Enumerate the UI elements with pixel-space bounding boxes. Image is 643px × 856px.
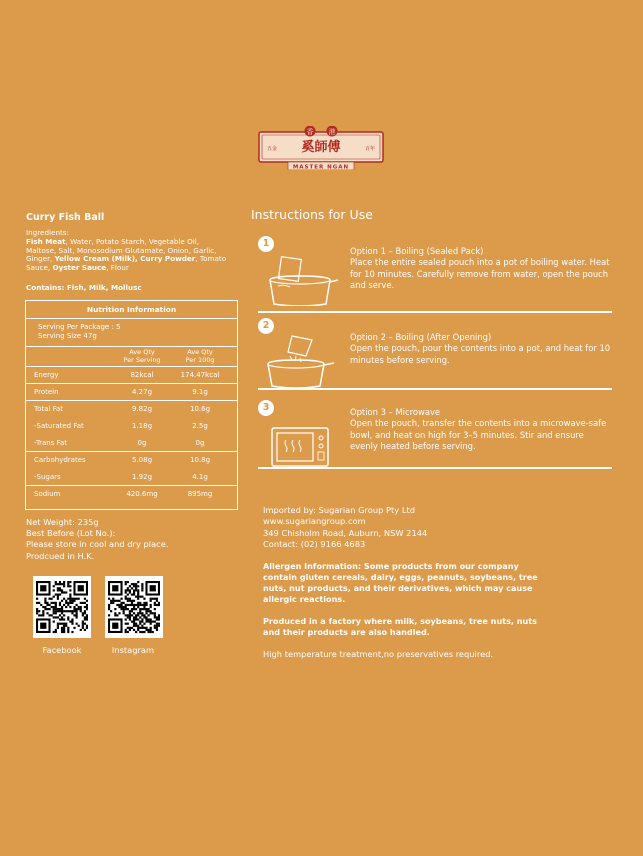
best-before: Best Before (Lot No.): (26, 528, 116, 539)
ingredient-allergen: Oyster Sauce (52, 263, 107, 273)
importer-website: www.sugariangroup.com (263, 516, 366, 527)
step-2-text (350, 332, 612, 366)
per-100g-value: 10.8g (189, 456, 211, 464)
serving-size: Serving Size 47g (38, 332, 97, 340)
instagram-label: Instagram (111, 645, 155, 655)
nutrition-row (26, 384, 237, 401)
nutrition-column-headers (26, 347, 237, 367)
nutrient-label: Energy (34, 371, 59, 379)
step-2-title: Option 2 – Boiling (After Opening) (350, 332, 492, 342)
importer-contact: Contact: (02) 9166 4683 (263, 539, 366, 550)
per-100g-value: 895mg (187, 490, 213, 498)
nutrient-label: -Trans Fat (34, 439, 68, 447)
col-per-100g: Ave Qty Per 100g (185, 348, 215, 364)
logo-right-small: 百年 (364, 146, 376, 152)
col-per-serving: Ave Qty Per Serving (123, 348, 161, 364)
step-1-body: Place the entire sealed pouch into a pot of boiling water. Heat for 10 minutes. Carefully remove from water, open the pouch and serve. (350, 257, 610, 291)
per-serving-value: 1.92g (131, 473, 153, 481)
product-title: Curry Fish Ball (26, 212, 105, 223)
step-3-text (350, 407, 612, 453)
per-serving-value: 4.27g (131, 388, 153, 396)
step-number: 1 (258, 236, 274, 252)
step-number: 2 (258, 318, 274, 334)
step-2 (258, 318, 612, 388)
nutrient-label: -Sugars (34, 473, 61, 481)
nutrition-row (26, 486, 237, 503)
step-divider (258, 311, 612, 313)
storage-note: Please store in cool and dry place. (26, 539, 169, 550)
step-divider (258, 467, 612, 469)
nutrition-row (26, 452, 237, 469)
ingredient-allergen: Fish Meat (26, 236, 66, 246)
allergen-information: Allergen Information: Some products from our company contain gluten cereals, dairy, eggs, peanuts, soybeans, tree nuts, nut products, and their derivatives, which may cause allergic reactions. (263, 561, 538, 604)
nutrition-heading: Nutrition Information (26, 301, 237, 319)
ingredient-text: , Water, Potato Starch, Vegetable Oil, Maltose, Salt, Monosodium Glutamate, Onion, Garlic, Ginger, (26, 236, 217, 264)
per-100g-value: 9.1g (192, 388, 208, 396)
allergen-contains: Contains: Fish, Milk, Mollusc (26, 283, 142, 292)
nutrition-row (26, 469, 237, 486)
per-serving-value: 9.82g (131, 405, 153, 413)
nutrition-row (26, 418, 237, 435)
factory-note: Produced in a factory where milk, soybeans, tree nuts, nuts and their products are also handled. (263, 616, 537, 637)
ingredients-block (26, 229, 231, 273)
ingredient-allergen: Yellow Cream (Milk), Curry Powder (54, 254, 196, 264)
nutrition-row (26, 367, 237, 384)
per-serving-value: 5.08g (131, 456, 153, 464)
step-2-body: Open the pouch, pour the contents into a pot, and heat for 10 minutes before serving. (350, 343, 611, 365)
per-100g-value: 4.1g (192, 473, 208, 481)
ingredient-text: , Tomato Sauce, (26, 254, 227, 273)
nutrient-label: Sodium (34, 490, 61, 498)
step-3-title: Option 3 – Microwave (350, 407, 441, 417)
step-1-title: Option 1 – Boiling (Sealed Pack) (350, 246, 484, 256)
nutrition-row (26, 435, 237, 452)
step-number: 3 (258, 400, 274, 416)
open-pouch-pot-icon (260, 332, 340, 388)
importer-info (263, 505, 427, 551)
nutrient-label: -Saturated Fat (34, 422, 84, 430)
per-100g-value: 2.5g (192, 422, 208, 430)
nutrient-label: Total Fat (34, 405, 63, 413)
nutrition-table (25, 300, 238, 510)
instructions-title: Instructions for Use (251, 207, 373, 222)
per-serving-value: 420.6mg (126, 490, 158, 498)
logo-left-small: 五金 (266, 146, 278, 152)
step-3-body: Open the pouch, transfer the contents into a microwave-safe bowl, and heat on high for 3–5 minutes. Stir and ensure evenly heated before serving. (350, 418, 607, 452)
facebook-qr-code[interactable] (33, 576, 91, 638)
package-info (26, 517, 168, 562)
per-100g-value: 0g (195, 439, 205, 447)
serving-per-package: Serving Per Package : 5 (38, 323, 121, 331)
logo-main-chars: 奚師傅 (301, 140, 341, 155)
net-weight: Net Weight: 235g (26, 517, 99, 527)
ingredients-label: Ingredients: (26, 228, 69, 237)
microwave-icon (260, 414, 340, 470)
heat-treatment-note: High temperature treatment,no preservatives required. (263, 649, 494, 659)
ingredient-text: , Flour (106, 263, 129, 273)
logo-english: MASTER NGAN (292, 164, 350, 170)
instagram-qr-code[interactable] (105, 576, 163, 638)
per-serving-value: 82kcal (130, 371, 154, 379)
step-divider (258, 388, 612, 390)
brand-logo (258, 126, 384, 170)
nutrient-label: Carbohydrates (34, 456, 86, 464)
ingredients-list (26, 237, 226, 272)
per-100g-value: 174.47kcal (180, 371, 220, 379)
nutrition-rows (26, 367, 237, 503)
sealed-pouch-pot-icon (260, 250, 340, 306)
importer-name: Imported by: Sugarian Group Pty Ltd (263, 505, 415, 515)
step-1-text (350, 246, 612, 292)
step-3 (258, 400, 612, 470)
per-100g-value: 10.6g (189, 405, 211, 413)
origin-note: Prodcued in H.K. (26, 550, 95, 561)
serving-info (26, 319, 237, 347)
per-serving-value: 0g (137, 439, 147, 447)
importer-address: 349 Chisholm Road, Auburn, NSW 2144 (263, 527, 428, 538)
per-serving-value: 1.18g (131, 422, 153, 430)
logo-char-left: 香 (306, 128, 314, 136)
nutrition-row (26, 401, 237, 418)
nutrient-label: Protein (34, 388, 59, 396)
facebook-label: Facebook (42, 645, 82, 655)
step-1 (258, 236, 612, 316)
logo-char-right: 港 (328, 128, 336, 136)
